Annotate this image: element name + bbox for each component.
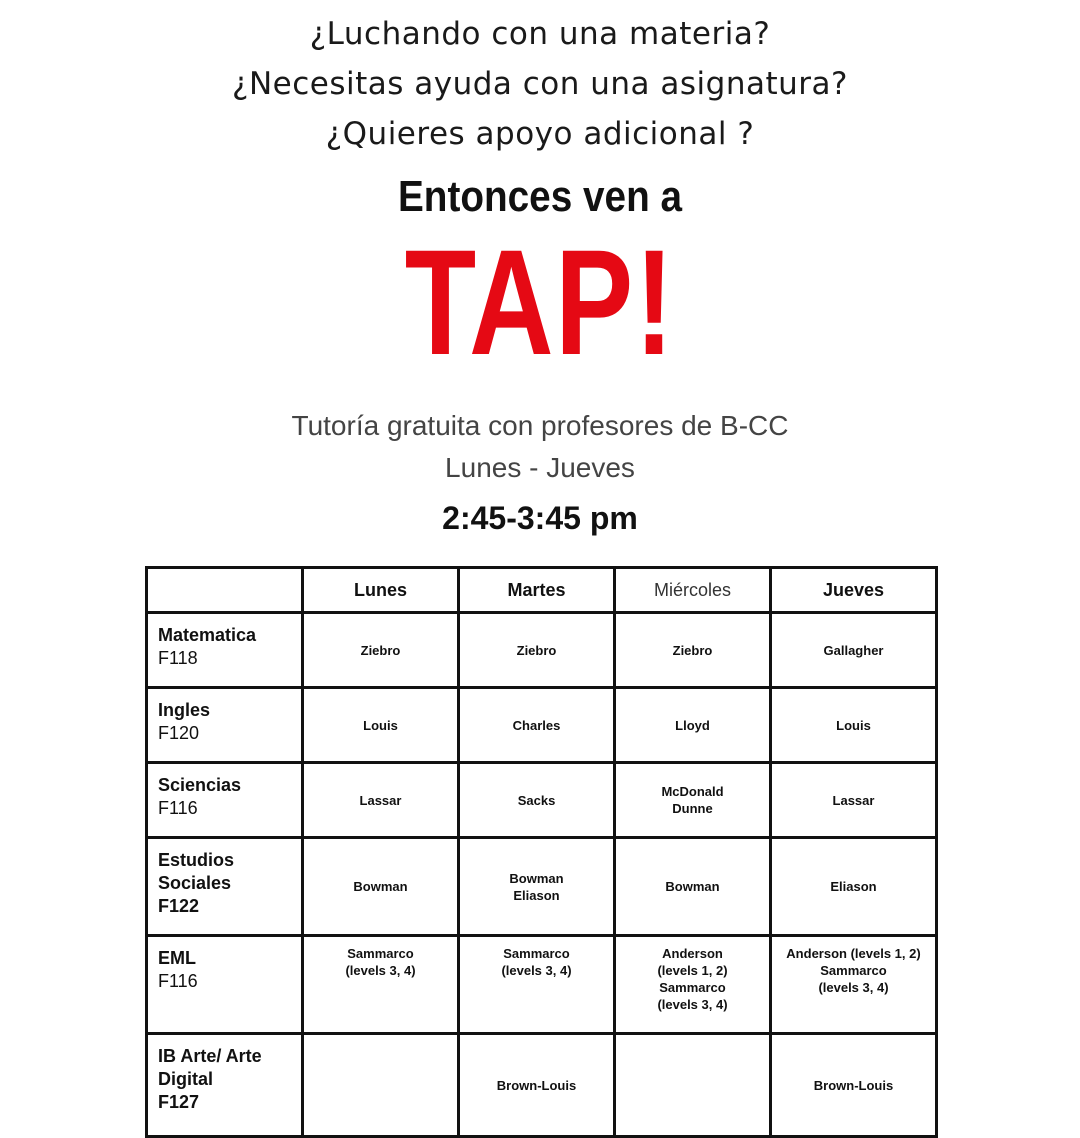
tutor-cell [303, 688, 459, 763]
tutor-name: Brown-Louis [813, 1077, 894, 1093]
tutor-name: Sammarco [347, 946, 414, 961]
tutor-cell [459, 613, 615, 688]
tutor-name: Dunne [672, 801, 713, 816]
subject-room: F118 [158, 648, 198, 668]
tutor-name: Gallagher [823, 642, 884, 658]
intro-question-2: ¿Necesitas ayuda con una asignatura? [231, 66, 848, 102]
tutor-name: Sacks [517, 792, 556, 808]
subject-cell [147, 613, 303, 688]
subject-room: F120 [158, 723, 200, 743]
subject-room: F116 [158, 798, 198, 818]
tutor-name: Bowman [509, 870, 564, 886]
subject-name: Sciencias [158, 775, 242, 795]
subject-cell [147, 1034, 303, 1137]
schedule-row [147, 936, 937, 1034]
tutor-cell [615, 936, 771, 1034]
tutor-name: Lloyd [675, 717, 710, 733]
tutor-cell [771, 1034, 937, 1137]
tutor-cell [459, 838, 615, 936]
tutor-name: Brown-Louis [496, 1077, 577, 1093]
tutor-name: Eliason [513, 887, 560, 903]
tutor-cell [459, 763, 615, 838]
tutoring-description: Tutoría gratuita con profesores de B-CC [291, 410, 789, 441]
subject-name: EML [158, 948, 196, 968]
subject-cell [147, 763, 303, 838]
schedule-row [147, 613, 937, 688]
intro-question-1: ¿Luchando con una materia? [309, 16, 771, 52]
schedule-row [147, 838, 937, 936]
tutor-cell [771, 613, 937, 688]
tutor-cell [771, 763, 937, 838]
tutor-name: Ziebro [516, 642, 557, 658]
tutor-cell [615, 613, 771, 688]
tutor-name: McDonald [661, 784, 724, 799]
tutor-name: Ziebro [672, 642, 713, 658]
tutor-cell [771, 936, 937, 1034]
tutor-name: (levels 3, 4) [345, 963, 416, 978]
header-day: Jueves [771, 568, 937, 613]
tutor-name: Ziebro [360, 642, 401, 658]
tutor-name: (levels 3, 4) [657, 997, 728, 1012]
tutor-name: (levels 3, 4) [501, 963, 572, 978]
header-day: Lunes [303, 568, 459, 613]
tutor-name: Eliason [830, 879, 877, 894]
subject-name: Estudios Sociales [158, 850, 235, 893]
header-corner [147, 568, 303, 613]
subject-name: IB Arte/ Arte Digital [158, 1046, 262, 1089]
tutor-cell [615, 1034, 771, 1137]
days-range: Lunes - Jueves [445, 452, 635, 483]
schedule-table [145, 566, 938, 1138]
header-day: Martes [459, 568, 615, 613]
intro-question-3: ¿Quieres apoyo adicional ? [325, 116, 755, 152]
tutor-name: Anderson (levels 1, 2) [786, 946, 921, 961]
tutor-name: Anderson [662, 946, 723, 961]
subject-cell [147, 838, 303, 936]
header-day: Miércoles [615, 568, 771, 613]
tutor-name: Lassar [359, 792, 402, 808]
tutor-cell [615, 763, 771, 838]
brand-title: TAP! [404, 218, 676, 386]
tutor-name: (levels 1, 2) [657, 963, 728, 978]
headline: Entonces ven a [397, 172, 683, 221]
tutor-cell [303, 763, 459, 838]
tutor-cell [771, 838, 937, 936]
tutor-name: Sammarco [659, 980, 726, 995]
subject-cell [147, 688, 303, 763]
tutor-cell [459, 936, 615, 1034]
subject-name: Matematica [158, 625, 257, 645]
tutor-name: Louis [363, 717, 398, 733]
tutor-cell [459, 1034, 615, 1137]
hours: 2:45-3:45 pm [442, 500, 638, 536]
tutor-name: Sammarco [820, 963, 887, 978]
tutor-name: Lassar [832, 792, 875, 808]
tutor-cell [303, 613, 459, 688]
schedule-row [147, 688, 937, 763]
tutor-cell [303, 1034, 459, 1137]
tutor-cell [459, 688, 615, 763]
tutor-name: (levels 3, 4) [818, 980, 889, 995]
subject-room: F116 [158, 971, 198, 991]
subject-room: F122 [158, 896, 200, 916]
subject-cell [147, 936, 303, 1034]
schedule-row [147, 763, 937, 838]
tutor-name: Bowman [665, 879, 720, 894]
tutor-name: Louis [836, 717, 871, 733]
tutor-cell [615, 688, 771, 763]
tutor-name: Bowman [353, 879, 408, 894]
tutor-cell [615, 838, 771, 936]
tutor-name: Sammarco [503, 946, 570, 961]
schedule-header-row [147, 568, 937, 613]
tutor-cell [771, 688, 937, 763]
subject-room: F127 [158, 1092, 200, 1112]
tutor-cell [303, 838, 459, 936]
tutor-cell [303, 936, 459, 1034]
schedule-row [147, 1034, 937, 1137]
tutor-name: Charles [512, 717, 561, 733]
subject-name: Ingles [158, 700, 211, 720]
